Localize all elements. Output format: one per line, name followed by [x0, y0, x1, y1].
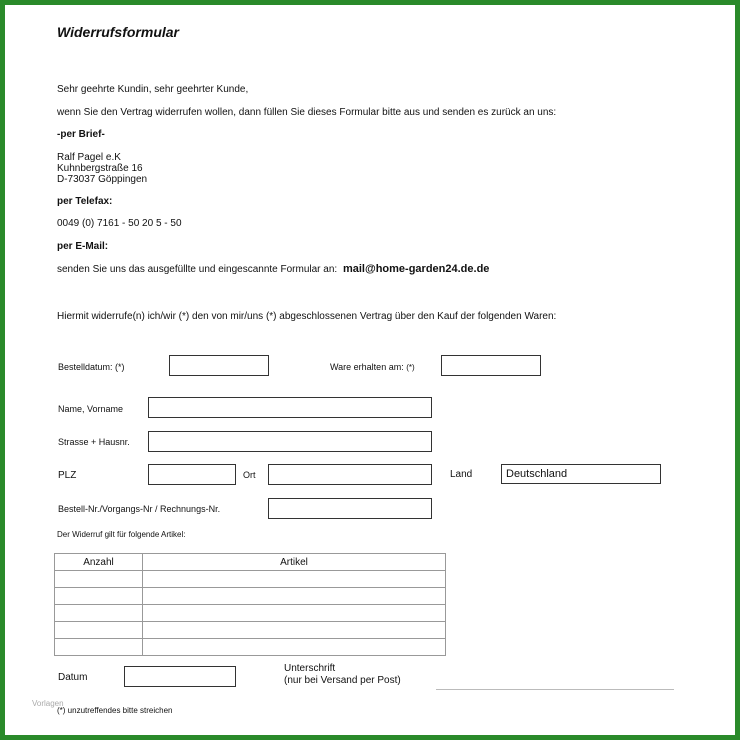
footnote: (*) unzutreffendes bitte streichen	[57, 706, 173, 715]
received-date-field[interactable]	[441, 355, 541, 376]
street-label: Strasse + Hausnr.	[58, 437, 130, 447]
address-line-3: D-73037 Göppingen	[57, 174, 148, 185]
email-line	[57, 263, 489, 275]
order-date-label: Bestelldatum: (*)	[58, 362, 125, 372]
qty-cell[interactable]	[55, 571, 143, 588]
received-label	[330, 362, 415, 372]
brief-heading: -per Brief-	[57, 129, 105, 140]
column-header-article: Artikel	[143, 554, 446, 571]
order-number-field[interactable]	[268, 498, 432, 519]
received-label-text: Ware erhalten am:	[330, 362, 404, 372]
date-label: Datum	[58, 672, 88, 683]
address-line-2: Kuhnbergstraße 16	[57, 163, 143, 174]
article-cell[interactable]	[143, 605, 446, 622]
street-field[interactable]	[148, 431, 432, 452]
document-title: Widerrufsformular	[57, 24, 180, 40]
article-cell[interactable]	[143, 571, 446, 588]
fax-heading: per Telefax:	[57, 196, 113, 207]
received-label-suffix: (*)	[406, 363, 415, 372]
fax-number: 0049 (0) 7161 - 50 20 5 - 50	[57, 218, 182, 229]
zip-field[interactable]	[148, 464, 236, 485]
city-label: Ort	[243, 470, 256, 480]
article-cell[interactable]	[143, 588, 446, 605]
column-header-qty: Anzahl	[55, 554, 143, 571]
article-cell[interactable]	[143, 622, 446, 639]
name-field[interactable]	[148, 397, 432, 418]
qty-cell[interactable]	[55, 605, 143, 622]
city-field[interactable]	[268, 464, 432, 485]
table-row	[55, 639, 446, 656]
signature-line[interactable]	[436, 689, 674, 690]
country-field[interactable]: Deutschland	[501, 464, 661, 484]
table-row	[55, 588, 446, 605]
zip-label: PLZ	[58, 470, 77, 481]
signature-note: (nur bei Versand per Post)	[284, 675, 401, 686]
qty-cell[interactable]	[55, 639, 143, 656]
qty-cell[interactable]	[55, 588, 143, 605]
articles-table	[54, 553, 446, 656]
article-cell[interactable]	[143, 639, 446, 656]
table-row	[55, 571, 446, 588]
order-number-label: Bestell-Nr./Vorgangs-Nr / Rechnungs-Nr.	[58, 504, 221, 514]
address-line-1: Ralf Pagel e.K	[57, 152, 121, 163]
qty-cell[interactable]	[55, 622, 143, 639]
intro-text: wenn Sie den Vertrag widerrufen wollen, dann füllen Sie dieses Formular bitte aus und senden es zurück an uns:	[57, 107, 557, 118]
table-row	[55, 605, 446, 622]
declaration-text: Hiermit widerrufe(n) ich/wir (*) den von mir/uns (*) abgeschlossenen Vertrag über den Kauf der folgenden Waren:	[57, 311, 557, 322]
articles-header-row	[55, 554, 446, 571]
articles-caption: Der Widerruf gilt für folgende Artikel:	[57, 530, 186, 539]
name-label: Name, Vorname	[58, 404, 124, 414]
order-date-field[interactable]	[169, 355, 269, 376]
signature-label: Unterschrift	[284, 663, 336, 674]
country-label: Land	[450, 469, 473, 480]
date-field[interactable]	[124, 666, 236, 687]
table-row	[55, 622, 446, 639]
email-address[interactable]: mail@home-garden24.de.de	[342, 263, 490, 275]
greeting: Sehr geehrte Kundin, sehr geehrter Kunde,	[57, 84, 249, 95]
email-text: senden Sie uns das ausgefüllte und eingescannte Formular an:	[57, 264, 338, 275]
watermark: Vorlagen	[32, 699, 64, 708]
email-heading: per E-Mail:	[57, 241, 109, 252]
